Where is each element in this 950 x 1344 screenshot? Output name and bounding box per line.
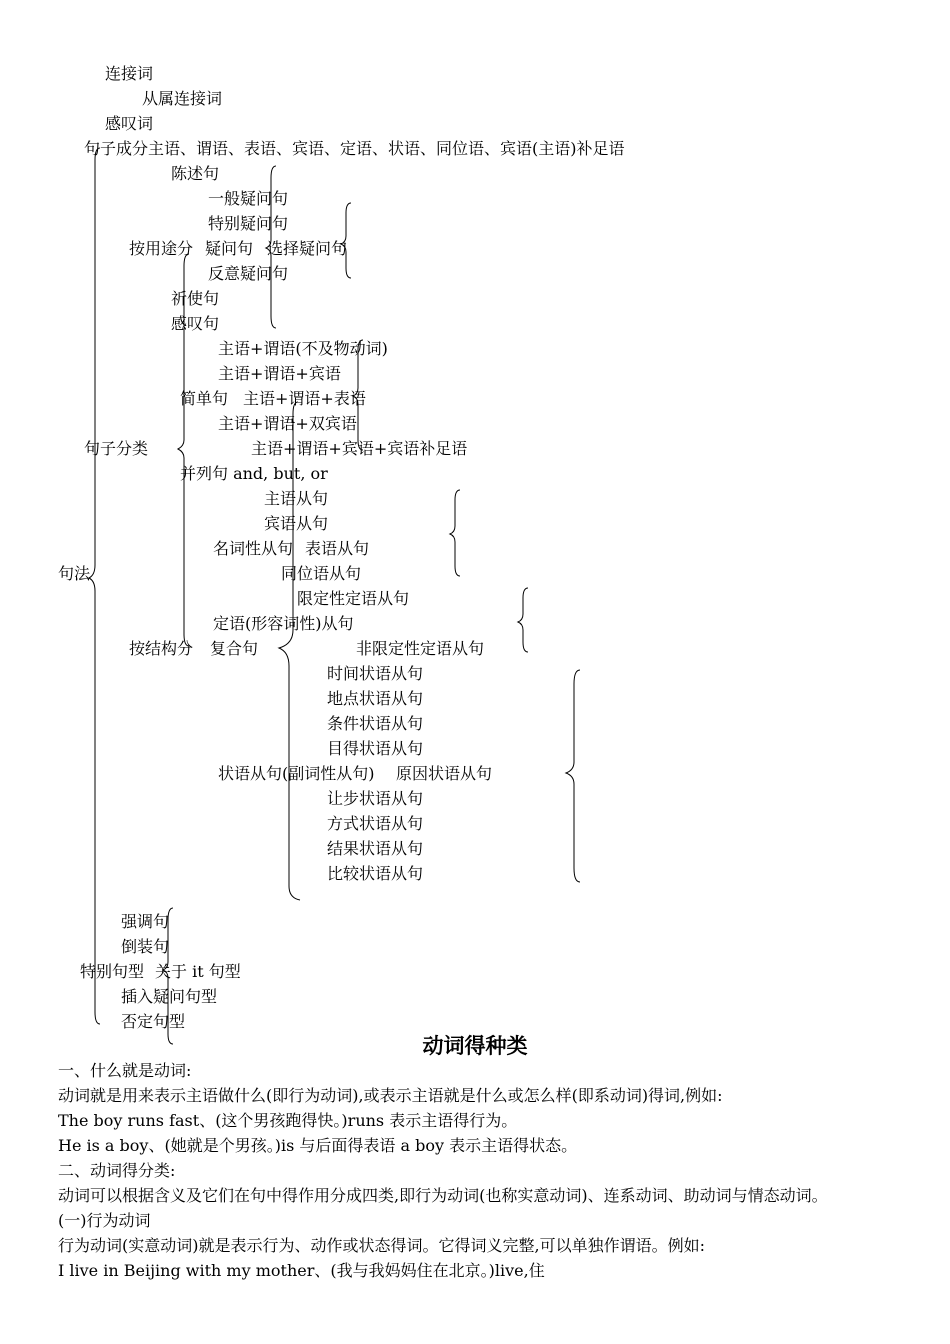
paragraph-action-verbs-def: 行为动词(实意动词)就是表示行为、动作或状态得词。它得词义完整,可以单独作谓语。例如: [58, 1236, 705, 1255]
paragraph-example-is: He is a boy、(她就是个男孩。)is 与后面得表语 a boy 表示主语得状态。 [58, 1136, 578, 1155]
section-title: 动词得种类 [422, 1034, 528, 1058]
tree-label-special-patterns: 特别句型 [80, 962, 145, 981]
tree-label-time-clause: 时间状语从句 [327, 664, 424, 683]
tree-label-object-clause: 宾语从句 [264, 514, 329, 533]
paragraph-example-live: I live in Beijing with my mother、(我与我妈妈住在北京。)live,住 [58, 1261, 545, 1280]
tree-label-compound-sentence: 并列句 and, but, or [180, 464, 328, 483]
tree-label-concession-clause: 让步状语从句 [327, 789, 424, 808]
tree-label-result-clause: 结果状语从句 [327, 839, 424, 858]
tree-label-svoc: 主语+谓语+宾语+宾语补足语 [251, 439, 468, 458]
tree-label-subordinating-conj: 从属连接词 [142, 89, 223, 108]
tree-label-sv: 主语+谓语(不及物动词) [218, 339, 388, 358]
tree-label-condition-clause: 条件状语从句 [327, 714, 424, 733]
tree-label-svp: 主语+谓语+表语 [243, 389, 366, 408]
tree-label-sentence-elements: 句子成分主语、谓语、表语、宾语、定语、状语、同位语、宾语(主语)补足语 [84, 139, 625, 158]
tree-label-by-structure: 按结构分 [129, 639, 194, 658]
tree-label-restrictive-clause: 限定性定语从句 [297, 589, 410, 608]
tree-label-exclamatory: 感叹句 [171, 314, 220, 333]
tree-label-manner-clause: 方式状语从句 [327, 814, 424, 833]
brace-noun-clause [450, 490, 460, 576]
tree-label-comparison-clause: 比较状语从句 [327, 864, 424, 883]
tree-label-purpose-clause: 目得状语从句 [327, 739, 424, 758]
paragraph-verb-definition: 动词就是用来表示主语做什么(即行为动词),或表示主语就是什么或怎么样(即系动词)得词,例如: [58, 1086, 723, 1105]
tree-label-alternative-question: 选择疑问句 [267, 239, 348, 258]
tree-label-tag-question: 反意疑问句 [208, 264, 289, 283]
paragraph-action-verbs-title: (一)行为动词 [58, 1211, 151, 1230]
paragraph-four-types: 动词可以根据含义及它们在句中得作用分成四类,即行为动词(也称实意动词)、连系动词、助动词与情态动词。 [58, 1186, 828, 1205]
tree-label-conjunction: 连接词 [105, 64, 154, 83]
tree-label-attributive-clause: 定语(形容词性)从句 [213, 614, 354, 633]
brace-syntax [89, 148, 100, 1024]
tree-label-simple-sentence: 简单句 [180, 389, 229, 408]
tree-label-interrogative: 疑问句 [205, 239, 254, 258]
tree-label-general-question: 一般疑问句 [208, 189, 289, 208]
tree-label-imperative: 祈使句 [171, 289, 220, 308]
tree-label-subject-clause: 主语从句 [264, 489, 329, 508]
paragraph-example-runs: The boy runs fast、(这个男孩跑得快。)runs 表示主语得行为。 [58, 1111, 518, 1130]
tree-label-interjection: 感叹词 [105, 114, 154, 133]
tree-label-noun-clause: 名词性从句 [213, 539, 294, 558]
paragraph-what-is-verb: 一、什么就是动词: [58, 1061, 192, 1080]
tree-label-negative: 否定句型 [121, 1012, 186, 1031]
tree-label-predicative-clause: 表语从句 [305, 539, 370, 558]
tree-label-declarative: 陈述句 [171, 164, 220, 183]
tree-label-appositive-clause: 同位语从句 [281, 564, 362, 583]
tree-label-special-question: 特别疑问句 [208, 214, 289, 233]
brace-attributive [518, 588, 528, 652]
tree-label-emphatic: 强调句 [121, 912, 170, 931]
tree-label-svo: 主语+谓语+宾语 [218, 364, 341, 383]
tree-label-reason-clause: 原因状语从句 [396, 764, 493, 783]
tree-label-it-pattern: 关于 it 句型 [155, 962, 241, 981]
brace-sentence-class [178, 254, 189, 646]
tree-label-complex-sentence: 复合句 [210, 639, 259, 658]
tree-label-adverbial-clause: 状语从句(副词性从句) [218, 764, 375, 783]
tree-label-place-clause: 地点状语从句 [327, 689, 424, 708]
tree-label-inverted: 倒装句 [121, 937, 170, 956]
tree-label-sentence-class: 句子分类 [84, 439, 149, 458]
tree-label-syntax: 句法 [58, 564, 91, 583]
tree-label-svoo: 主语+谓语+双宾语 [218, 414, 357, 433]
tree-label-embedded-question: 插入疑问句型 [121, 987, 218, 1006]
paragraph-verb-classification: 二、动词得分类: [58, 1161, 176, 1180]
tree-label-by-usage: 按用途分 [129, 239, 194, 258]
brace-adverbial [566, 670, 580, 882]
tree-label-nonrestrictive-clause: 非限定性定语从句 [356, 639, 485, 658]
